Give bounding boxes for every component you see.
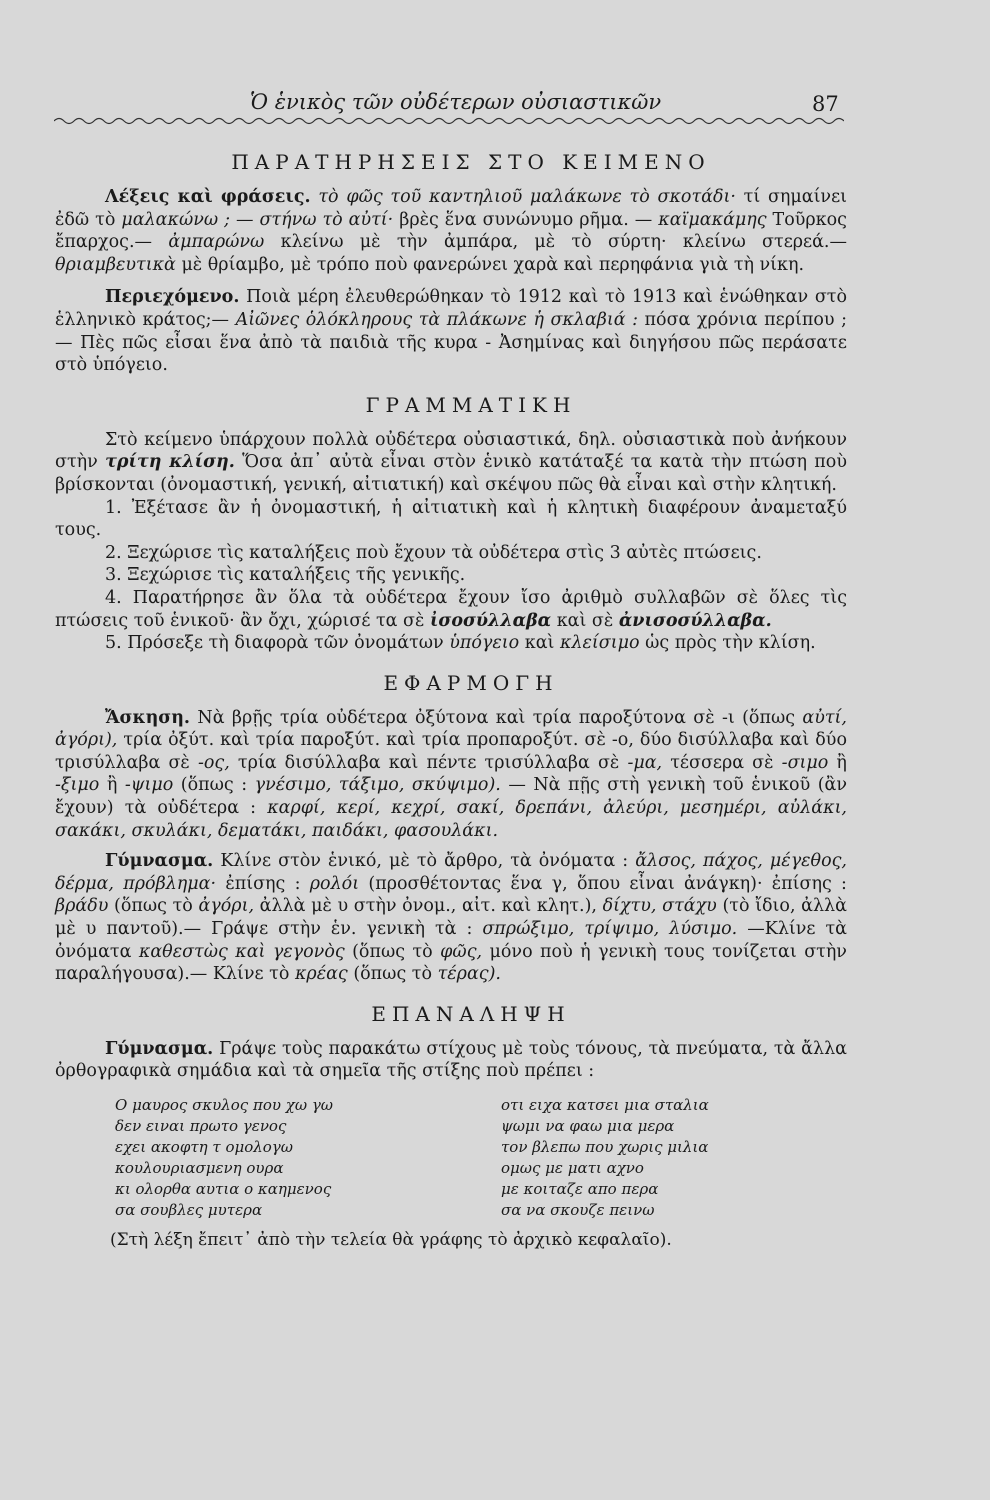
poem-line: ψωμι να φαω μια μερα [501,1117,675,1135]
poem-line: εχει ακοφτη τ ομολογω [115,1138,294,1156]
grammar-item-5: 5. Πρόσεξε τὴ διαφορὰ τῶν ὀνομάτων ὑπόγειο καὶ κλείσιμο ὡς πρὸς τὴν κλίση. [105,633,816,654]
section-title-observations: ΠΑΡΑΤΗΡΗΣΕΙΣ ΣΤΟ ΚΕΙΜΕΝΟ [231,150,711,174]
grammar-item-3: 3. Ξεχώρισε τὶς καταλήξεις τῆς γενικῆς. [105,565,466,586]
poem-line: δεν ειναι πρωτο γενος [115,1117,287,1135]
footnote: (Στὴ λέξη ἔπειτ᾽ ἀπὸ τὴν τελεία θὰ γράφης τὸ ἀρχικὸ κεφαλαῖο). [110,1230,672,1250]
poem-right-column [501,1095,847,1221]
section-title-grammar: ΓΡΑΜΜΑΤΙΚΗ [365,392,577,417]
poem-block [115,1095,847,1221]
poem-line: σα να σκουζε πεινω [501,1201,655,1219]
label-drill: Γύμνασμα. [105,851,214,872]
paragraph-exercise: Ἄσκηση. Νὰ βρῇς τρία οὐδέτερα ὀξύτονα καὶ τρία παροξύτονα σὲ -ι (ὅπως αὐτί, ἀγόρι), τρία ὀξύτ. καὶ τρία παροξύτ. καὶ τρία προπαροξύτ. σὲ -ο, δύο δισύλλαβα καὶ δύο τρισύλλαβα σὲ -ος, τρία δισύλλαβα καὶ πέντε τρισύλλαβα σὲ -μα, τέσσερα σὲ -σιμο ἢ -ξιμο ἢ -ψιμο (ὅπως : γνέσιμο, τάξιμο, σκύψιμο). — Νὰ πῇς στὴ γενικὴ τοῦ ἑνικοῦ (ἂν ἔχουν) τὰ οὐδέτερα : καρφί, κερί, κεχρί, σακί, δρεπάνι, ἀλεύρι, μεσημέρι, αὐλάκι, σακάκι, σκυλάκι, δεματάκι, παιδάκι, φασουλάκι. [55,707,847,841]
page-number: 87 [812,92,839,116]
grammar-item-4: 4. Παρατήρησε ἂν ὅλα τὰ οὐδέτερα ἔχουν ἴσο ἀριθμὸ συλλαβῶν σὲ ὅλες τὶς πτώσεις τοῦ ἑνικοῦ· ἂν ὄχι, χώρισέ τα σὲ ἰσοσύλλαβα καὶ σὲ ἀνισοσύλλαβα. [55,587,847,631]
grammar-item-1: 1. Ἐξέτασε ἂν ἡ ὀνομαστική, ἡ αἰτιατικὴ καὶ ἡ κλητικὴ διαφέρουν ἀναμεταξύ τους. [55,497,847,541]
paragraph-grammar-intro: Στὸ κείμενο ὑπάρχουν πολλὰ οὐδέτερα οὐσιαστικά, δηλ. οὐσιαστικὰ ποὺ ἀνήκουν στὴν τρίτη κλίση. Ὅσα ἀπ᾽ αὐτὰ εἶναι στὸν ἑνικὸ κατάταξέ τα κατὰ τὴν πτώση ποὺ βρίσκονται (ὀνομαστική, γενική, αἰτιατική) καὶ σκέψου πῶς θὰ εἶναι καὶ στὴν κλητική. [55,429,847,495]
wavy-rule [54,116,844,126]
label-words-phrases: Λέξεις καὶ φράσεις. [105,187,311,207]
poem-line: με κοιταζε απο περα [501,1180,659,1198]
paragraph-content: Περιεχόμενο. Ποιὰ μέρη ἐλευθερώθηκαν τὸ 1912 καὶ τὸ 1913 καὶ ἑνώθηκαν στὸ ἑλληνικὸ κράτος;— Αἰῶνες ὁλόκληρους τὰ πλάκωνε ἡ σκλαβιά : πόσα χρόνια περίπου ;— Πὲς πῶς εἶσαι ἕνα ἀπὸ τὰ παιδιὰ τῆς κυρα - Ἀσημίνας καὶ διηγήσου πῶς περάσατε στὸ ὑπόγειο. [55,287,847,376]
poem-line: σα σουβλες μυτερα [115,1201,263,1219]
poem-line: τον βλεπω που χωρις μιλια [501,1138,709,1156]
paragraph-words-phrases: Λέξεις καὶ φράσεις. τὸ φῶς τοῦ καντηλιοῦ μαλάκωνε τὸ σκοτάδι· τί σημαίνει ἐδῶ τὸ μαλακώνω ; — στήνω τὸ αὐτί· βρὲς ἕνα συνώνυμο ρῆμα. — καϊμακάμης Τοῦρκος ἔπαρχος.— ἀμπαρώνω κλείνω μὲ τὴν ἀμπάρα, μὲ τὸ σύρτη· κλείνω στερεά.— θριαμβευτικὰ μὲ θρίαμβο, μὲ τρόπο ποὺ φανερώνει χαρὰ καὶ περηφάνια γιὰ τὴ νίκη. [55,187,847,275]
poem-left-column [115,1095,461,1221]
section-title-revision: ΕΠΑΝΑΛΗΨΗ [371,1001,571,1026]
poem-line: κι ολορθα αυτια ο καημενος [115,1180,332,1198]
paragraph-revision-drill: Γύμνασμα. Γράψε τοὺς παρακάτω στίχους μὲ τοὺς τόνους, τὰ πνεύματα, τὰ ἄλλα ὀρθογραφικὰ σημάδια καὶ τὰ σημεῖα τῆς στίξης ποὺ πρέπει : [55,1038,847,1082]
running-title: Ὁ ἑνικὸς τῶν οὐδέτερων οὐσιαστικῶν [250,90,662,114]
poem-line: ομως με ματι αχνο [501,1159,644,1177]
page-content [55,150,847,1251]
poem-line: κουλουριασμενη ουρα [115,1159,284,1177]
poem-line: Ο μαυρος σκυλος που χω γω [115,1096,334,1114]
section-title-application: ΕΦΑΡΜΟΓΗ [383,670,559,695]
grammar-item-2: 2. Ξεχώρισε τὶς καταλήξεις ποὺ ἔχουν τὰ οὐδέτερα στὶς 3 αὐτὲς πτώσεις. [105,542,762,563]
label-content: Περιεχόμενο. [105,287,240,308]
paragraph-drill: Γύμνασμα. Κλίνε στὸν ἑνικό, μὲ τὸ ἄρθρο, τὰ ὀνόματα : ἄλσος, πάχος, μέγεθος, δέρμα, πρόβλημα· ἐπίσης : ρολόι (προσθέτοντας ἕνα γ, ὅπου εἶναι ἀνάγκη)· ἐπίσης : βράδυ (ὅπως τὸ ἀγόρι, ἀλλὰ μὲ υ στὴν ὀνομ., αἰτ. καὶ κλητ.), δίχτυ, στάχυ (τὸ ἴδιο, ἀλλὰ μὲ υ παντοῦ).— Γράψε στὴν ἑν. γενικὴ τὰ : σπρώξιμο, τρίψιμο, λύσιμο. —Κλίνε τὰ ὀνόματα καθεστὼς καὶ γεγονὸς (ὅπως τὸ φῶς, μόνο ποὺ ἡ γενικὴ τους τονίζεται στὴν παραλήγουσα).— Κλίνε τὸ κρέας (ὅπως τὸ τέρας). [55,851,847,985]
label-exercise: Ἄσκηση. [105,707,191,728]
label-revision-drill: Γύμνασμα. [105,1038,214,1059]
poem-line: οτι ειχα κατσει μια σταλια [501,1096,709,1114]
